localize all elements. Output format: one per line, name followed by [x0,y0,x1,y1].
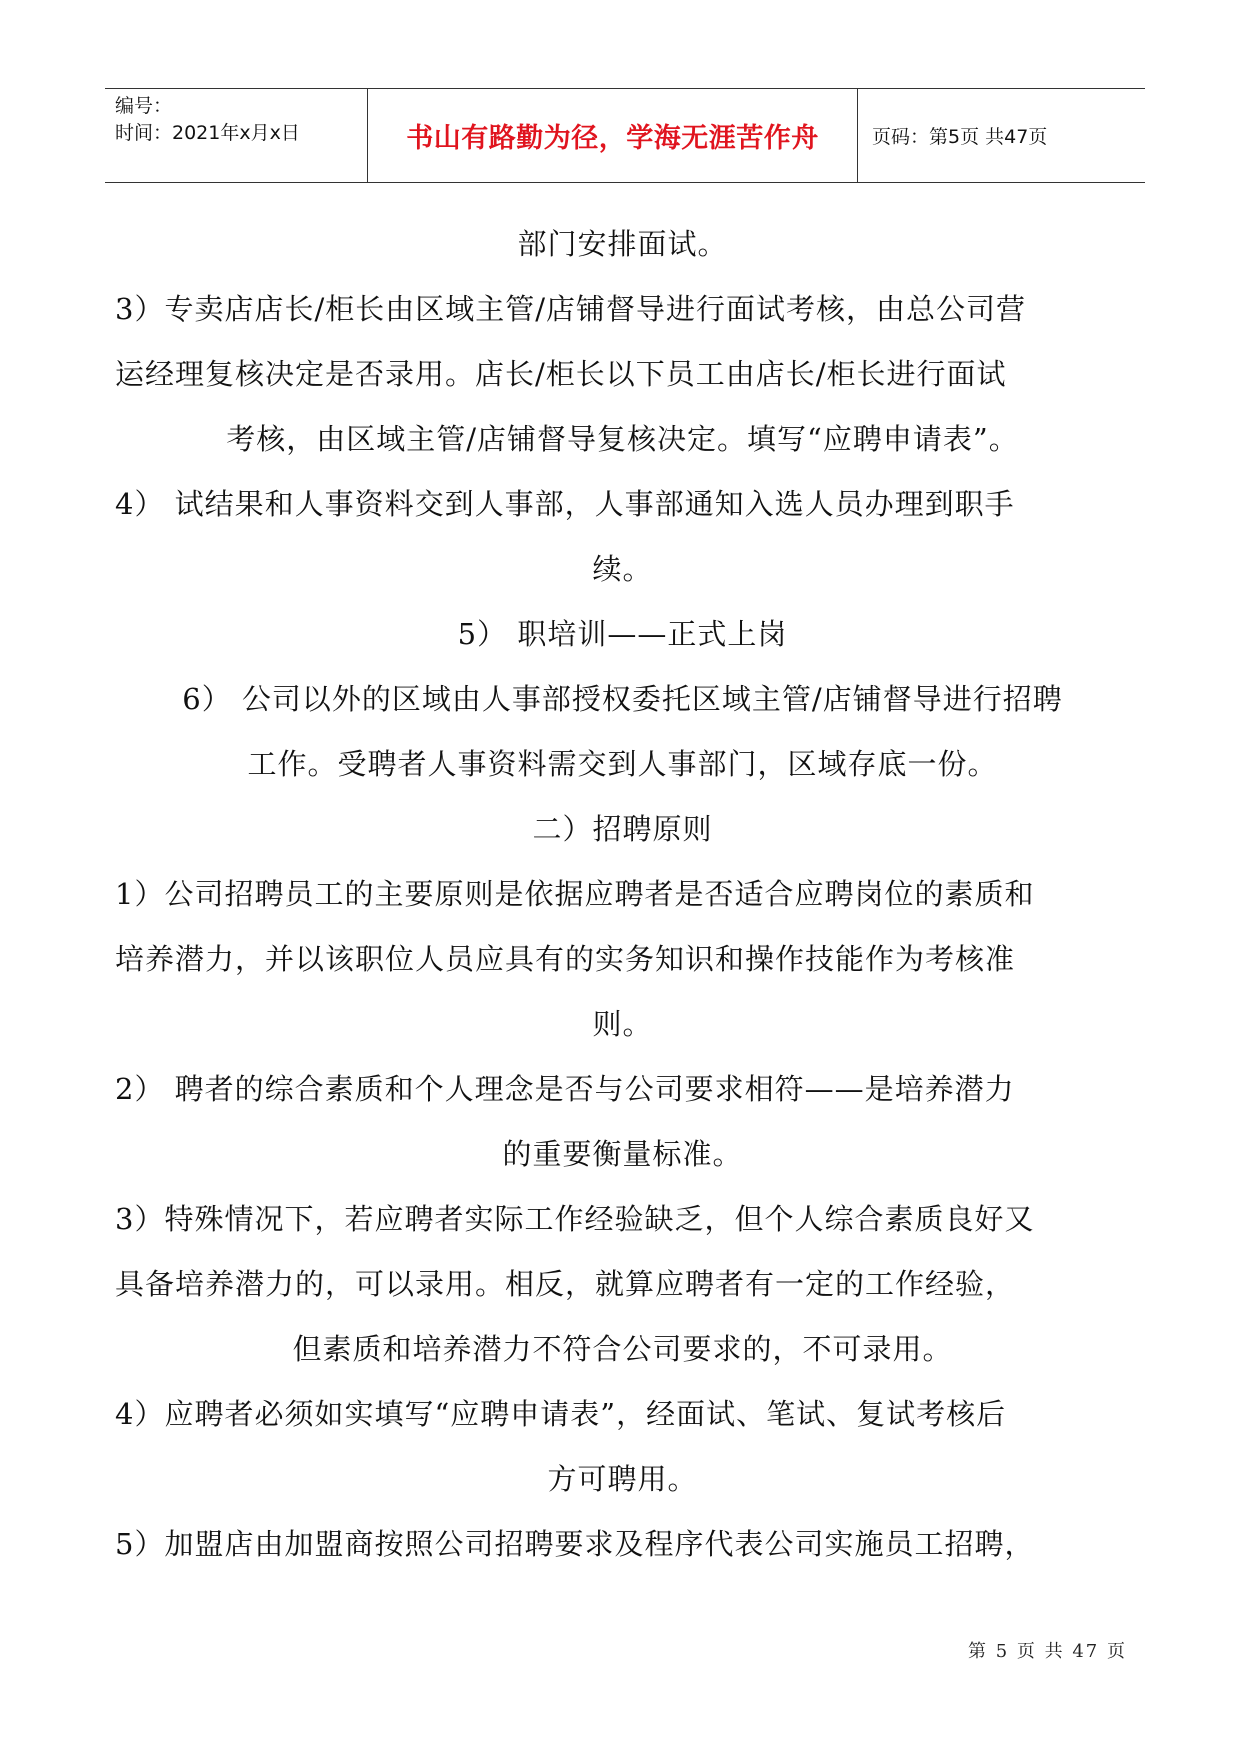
page-footer: 第 5 页 共 47 页 [968,1641,1127,1662]
page-header [105,88,1145,183]
document-number-label: 编号： [115,95,173,117]
document-time-label: 时间：2021年x月x日 [115,122,300,144]
text-line: 3）特殊情况下，若应聘者实际工作经验缺乏，但个人综合素质良好又 [115,1202,1035,1236]
text-line: 2） 聘者的综合素质和个人理念是否与公司要求相符——是培养潜力 [115,1072,1015,1106]
text-line: 1）公司招聘员工的主要原则是依据应聘者是否适合应聘岗位的素质和 [115,877,1035,911]
document-body [115,212,1130,1577]
text-line: 4） 试结果和人事资料交到人事部，人事部通知入选人员办理到职手 [115,487,1015,521]
text-line: 运经理复核决定是否录用。店长/柜长以下员工由店长/柜长进行面试 [115,357,1007,391]
text-line: 的重要衡量标准。 [502,1137,743,1171]
header-page-code: 页码：第5页 共47页 [872,126,1048,148]
text-line: 3）专卖店店长/柜长由区域主管/店铺督导进行面试考核，由总公司营 [115,292,1026,326]
section-heading: 二）招聘原则 [532,812,713,846]
text-line: 但素质和培养潜力不符合公司要求的，不可录用。 [292,1332,953,1366]
text-line: 方可聘用。 [547,1462,698,1496]
header-meta [105,89,368,182]
text-line: 4）应聘者必须如实填写“应聘申请表”，经面试、笔试、复试考核后 [115,1397,1007,1431]
text-line: 续。 [592,552,653,586]
text-line: 培养潜力，并以该职位人员应具有的实务知识和操作技能作为考核准 [115,942,1016,976]
text-line: 5） 职培训——正式上岗 [457,617,788,651]
header-motto: 书山有路勤为径，学海无涯苦作舟 [368,89,858,182]
text-line: 则。 [592,1007,653,1041]
text-line: 部门安排面试。 [517,227,728,261]
text-line: 5）加盟店由加盟商按照公司招聘要求及程序代表公司实施员工招聘， [115,1527,1035,1561]
text-line: 考核，由区域主管/店铺督导复核决定。填写“应聘申请表”。 [226,422,1019,456]
text-line: 工作。受聘者人事资料需交到人事部门，区域存底一份。 [247,747,998,781]
text-line: 6） 公司以外的区域由人事部授权委托区域主管/店铺督导进行招聘 [182,682,1063,716]
text-line: 具备培养潜力的，可以录用。相反，就算应聘者有一定的工作经验， [115,1267,1016,1301]
